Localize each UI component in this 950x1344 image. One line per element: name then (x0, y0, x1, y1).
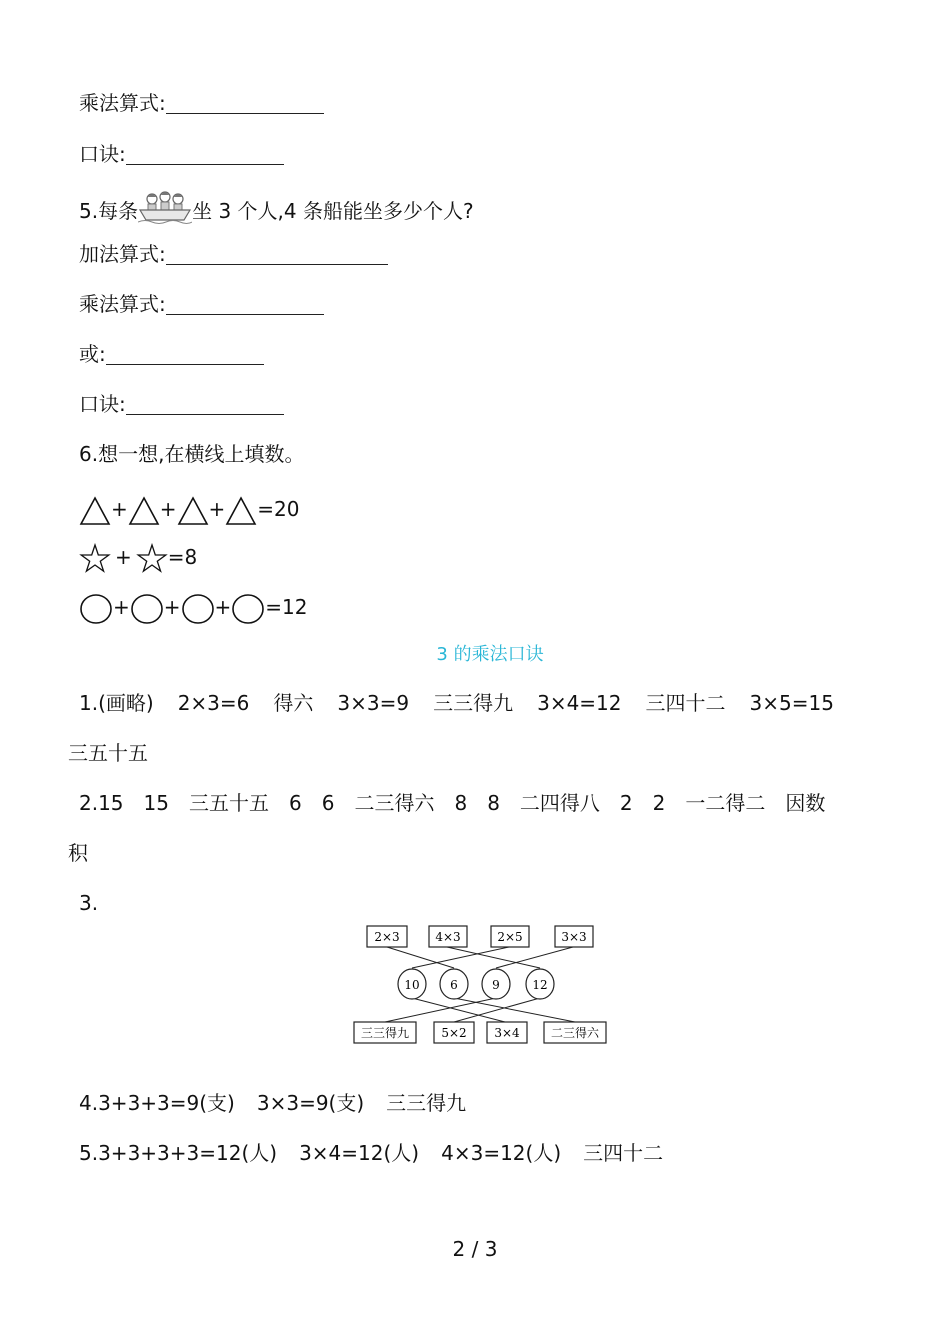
circle-label: 9 (492, 978, 500, 992)
answer-5-part: 3×4=12(人) (299, 1141, 420, 1165)
answer-1-part: 3×4=12 (537, 691, 622, 715)
plus-sign: + (113, 595, 130, 619)
triangle-icon (177, 496, 209, 526)
q5-question (79, 190, 474, 226)
triangle-icon (128, 496, 160, 526)
q6-question: 6.想一想,在横线上填数。 (79, 442, 305, 466)
plus-sign: + (159, 497, 177, 521)
boat-with-children-icon (138, 190, 192, 226)
circle-row-result: =12 (265, 595, 308, 619)
q4-mul-label: 乘法算式: (79, 91, 166, 115)
q6-circle-row (79, 590, 308, 625)
answer-2-part: 8 (487, 791, 500, 815)
triangle-icon (225, 496, 257, 526)
top-box-label: 3×3 (561, 930, 587, 944)
answer-2-part: 三五十五 (188, 791, 269, 815)
star-row-result: =8 (167, 545, 198, 569)
triangle-row-result: =20 (257, 497, 300, 521)
q4-multiplication-line (79, 89, 324, 117)
q6-star-row (79, 540, 197, 575)
answer-2-part: 2 (619, 791, 633, 815)
answer-4-part: 3×3=9(支) (256, 1091, 365, 1115)
answer-4 (79, 1089, 466, 1117)
answer-5-part: 三四十二 (583, 1141, 664, 1165)
top-box-label: 2×3 (374, 930, 400, 944)
q5-or-line (79, 340, 264, 368)
answer-2-part: 一二得二 (685, 791, 766, 815)
answer-4-part: 4.3+3+3=9(支) (79, 1091, 235, 1115)
star-icon (136, 543, 168, 575)
circle-label: 6 (450, 978, 458, 992)
plus-sign: + (111, 497, 128, 521)
bottom-box-label: 3×4 (494, 1026, 520, 1040)
bottom-boxes (354, 1022, 606, 1043)
triangle-icon (79, 496, 111, 526)
bottom-box-label: 三三得九 (360, 1026, 410, 1040)
answer-2-line-1 (79, 789, 825, 817)
answer-2-part: 6 (321, 791, 335, 815)
plus-sign: + (115, 545, 132, 569)
q5-addition-line (79, 240, 388, 268)
answer-2-part: 2 (652, 791, 666, 815)
answer-1-part: 3×5=15 (749, 691, 834, 715)
star-icon (79, 543, 111, 575)
circle-icon (181, 593, 215, 625)
bottom-box-label: 二三得六 (550, 1026, 600, 1040)
q5-or-label: 或: (79, 342, 106, 366)
q5-multiplication-line (79, 290, 324, 318)
q4-mul-answer-blank[interactable] (166, 93, 324, 114)
q5-text-before: 5.每条 (79, 199, 139, 223)
q5-text-after: 坐 3 个人,4 条船能坐多少个人? (192, 199, 474, 223)
q4-rhyme-answer-blank[interactable] (126, 144, 284, 165)
bottom-box-label: 5×2 (441, 1026, 467, 1040)
answer-2-part: 因数 (785, 791, 826, 815)
answer-2-part: 15 (143, 791, 169, 815)
page-number: 2 / 3 (452, 1237, 498, 1261)
q5-mul-label: 乘法算式: (79, 292, 166, 316)
answer-1-line-1 (79, 689, 834, 717)
answer-1-line-2: 三五十五 (68, 741, 148, 765)
answer-2-part: 6 (288, 791, 302, 815)
answer-2-part: 2.15 (79, 791, 124, 815)
answer-1-part: 3×3=9 (337, 691, 410, 715)
top-box-label: 2×5 (497, 930, 523, 944)
top-box-label: 4×3 (435, 930, 461, 944)
answer-2-part: 二三得六 (354, 791, 435, 815)
plus-sign: + (208, 497, 226, 521)
q5-rhyme-answer-blank[interactable] (126, 394, 284, 415)
circle-label: 10 (404, 978, 420, 992)
plus-sign: + (214, 595, 232, 619)
answer-2-part: 二四得八 (519, 791, 600, 815)
q5-add-answer-blank[interactable] (166, 244, 388, 265)
answer-1-part: 1.(画略) (79, 691, 154, 715)
answer-5-part: 4×3=12(人) (441, 1141, 562, 1165)
matching-diagram (350, 920, 610, 1050)
q4-rhyme-line (79, 140, 284, 168)
q5-rhyme-line (79, 390, 284, 418)
q5-add-label: 加法算式: (79, 242, 166, 266)
answer-5-part: 5.3+3+3+3=12(人) (79, 1141, 278, 1165)
answer-1-part: 三四十二 (645, 691, 726, 715)
answers-title: 3 的乘法口诀 (436, 644, 544, 665)
answer-5 (79, 1139, 663, 1167)
answer-3-label: 3. (79, 891, 99, 915)
q5-or-answer-blank[interactable] (106, 344, 264, 365)
circle-icon (231, 593, 265, 625)
answer-1-part: 三三得九 (433, 691, 514, 715)
q4-rhyme-label: 口诀: (79, 142, 126, 166)
plus-sign: + (163, 595, 181, 619)
q5-rhyme-label: 口诀: (79, 392, 126, 416)
circles (398, 969, 554, 999)
answer-4-part: 三三得九 (386, 1091, 467, 1115)
top-boxes (367, 926, 593, 947)
circle-label: 12 (532, 978, 548, 992)
circle-icon (79, 593, 113, 625)
answer-1-part: 得六 (273, 691, 314, 715)
q6-triangle-row (79, 492, 300, 526)
answer-2-part: 8 (454, 791, 468, 815)
answer-2-line-2: 积 (68, 841, 88, 865)
q5-mul-answer-blank[interactable] (166, 294, 324, 315)
circle-icon (130, 593, 164, 625)
answer-1-part: 2×3=6 (177, 691, 250, 715)
